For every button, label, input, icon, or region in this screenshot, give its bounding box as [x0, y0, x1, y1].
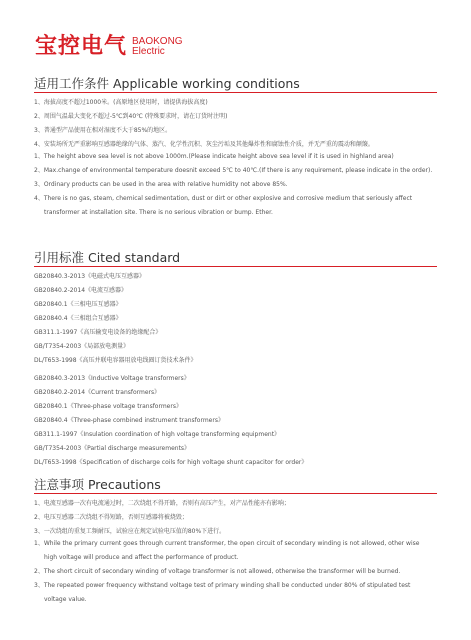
list-item: GB20840.2-2014《电流互感器》	[34, 287, 128, 294]
precautions-cn-list	[34, 497, 442, 539]
cited-standard-en-list	[34, 372, 442, 470]
list-item: GB20840.2-2014《Current transformers》	[34, 389, 161, 396]
list-item: 1、While the primary current goes through current transformer, the open circuit of secondary winding is not allowed, other wise	[34, 540, 420, 547]
list-item: 3、The repeated power frequency withstand voltage test of primary winding shall be conducted under 80% of stipulated test	[34, 582, 411, 589]
working-conditions-cn-list	[34, 96, 442, 152]
list-item: GB20840.3-2013《Inductive Voltage transformers》	[34, 375, 190, 382]
cited-standard-cn-list	[34, 270, 442, 368]
list-item: GB20840.4《Three-phase combined instrument transformers》	[34, 417, 224, 424]
list-item: voltage value.	[44, 596, 87, 603]
list-item: 2、周围气温最大变化不超过-5℃到40℃ (特殊要求时，请在订货时注明)	[34, 113, 228, 120]
list-item: 1、电流互感器一次有电流通过时，二次绕组不得开路，否则有高压产生，对产品性能亦有影响；	[34, 500, 290, 507]
list-item: 1、The height above sea level is not above 1000m.(Please indicate height above sea level if it is used in highland area)	[34, 153, 394, 160]
brand-logo	[35, 34, 183, 60]
list-item: GB311.1-1997《Insulation coordination of high voltage transforming equipment》	[34, 431, 281, 438]
list-item: high voltage will produce and affect the performance of product.	[44, 554, 239, 561]
list-item: 4、There is no gas, steam, chemical sedimentation, dust or dirt or other explosive and corrosive medium that seriously affect	[34, 195, 413, 202]
list-item: transformer at installation site. There is no serious vibration or bump. Ether.	[44, 209, 273, 216]
brand-name-cn: 宝控电气	[35, 34, 128, 59]
section-divider	[34, 266, 437, 267]
working-conditions-title: 适用工作条件 Applicable working conditions	[34, 76, 300, 91]
cited-standard-title: 引用标准 Cited standard	[34, 250, 181, 265]
list-item: 2、Max.change of environmental temperature doesnit exceed 5℃ to 40℃.(If there is any requirement, please indicate in the order).	[34, 167, 433, 174]
list-item: 3、普通型产品使用在相对湿度不大于85%的地区。	[34, 127, 172, 134]
section-divider	[34, 493, 437, 494]
brand-name-en-line1: BAOKONG	[132, 36, 183, 47]
list-item: 1、海拔高度不超过1000米。(高原地区使用时，请提供海拔高度)	[34, 99, 208, 106]
list-item: 3、Ordinary products can be used in the area with relative humidity not above 85%.	[34, 181, 288, 188]
list-item: GB311.1-1997《高压输变电设备的绝缘配合》	[34, 329, 162, 336]
list-item: GB20840.4《三相组合互感器》	[34, 315, 122, 322]
list-item: GB20840.3-2013《电磁式电压互感器》	[34, 273, 146, 280]
working-conditions-en-list	[34, 150, 442, 220]
list-item: DL/T653-1998《Specification of discharge coils for high voltage shunt capacitor for order》	[34, 459, 308, 466]
brand-name-en-line2: Electric	[132, 46, 165, 57]
list-item: 2、电压互感器二次绕组不得短路，否则互感器将被烧毁；	[34, 514, 188, 521]
precautions-en-list	[34, 537, 442, 607]
list-item: 2、The short circuit of secondary winding of voltage transformer is not allowed, otherwise the transformer will be burned.	[34, 568, 401, 575]
brand-name-en	[132, 37, 183, 57]
precautions-title: 注意事项 Precautions	[34, 477, 161, 492]
list-item: 3、一次绕组的重复工频耐压，试验应在规定试验电压值的80%下进行。	[34, 528, 226, 535]
section-divider	[34, 92, 437, 93]
list-item: GB/T7354-2003《Partial discharge measurements》	[34, 445, 191, 452]
list-item: DL/T653-1998《高压并联电容器用放电线圈订货技术条件》	[34, 357, 197, 364]
list-item: 4、安装场所无严重影响互感器绝缘的气体、蒸汽、化学性沉积、灰尘污垢及其他爆炸性和腐蚀性介质，并无严重的震动和颠簸。	[34, 141, 374, 148]
list-item: GB/T7354-2003《局部放电测量》	[34, 343, 130, 350]
list-item: GB20840.1《三相电压互感器》	[34, 301, 122, 308]
list-item: GB20840.1《Three-phase voltage transformers》	[34, 403, 182, 410]
